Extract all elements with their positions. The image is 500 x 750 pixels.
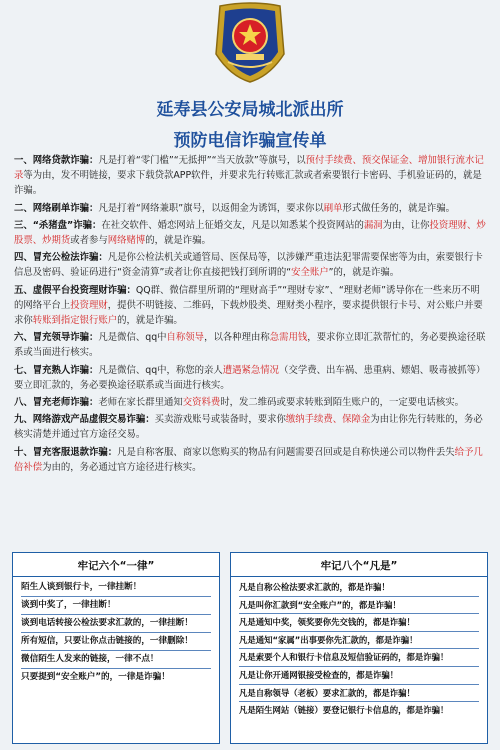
fraud-item xyxy=(14,412,488,442)
six-rules-title: 牢记六个“一律” xyxy=(13,553,219,577)
item-text: 为由的，务必通过官方途径进行核实。 xyxy=(42,461,202,473)
eight-rules-title: 牢记八个“凡是” xyxy=(231,553,487,577)
item-text: 凡是你公检法机关或通管局、医保局等，以涉嫌严重违法犯罪需要保密等为由，索要银行卡信息及密码、验证码进行“资金清算”或者让你直接把钱打到所谓的“ xyxy=(14,252,483,279)
rule-item: 凡是自称公检法要求汇款的，都是诈骗！ xyxy=(239,579,479,597)
fraud-item-heading: 六、冒充领导诈骗： xyxy=(14,332,99,344)
item-text: 形式做任务的，就是诈骗。 xyxy=(342,202,456,214)
fraud-item xyxy=(14,445,488,475)
fraud-item-heading: 二、网络刷单诈骗： xyxy=(14,202,99,214)
highlighted-text: 转账到指定银行账户 xyxy=(32,315,118,327)
fraud-item-heading: 十、冒充客服退款诈骗： xyxy=(14,446,118,458)
item-text: QQ群、微信群里所谓的“理财高手”“理财专家”、“理财老师”诱导你在一些来历不明的网络平台上 xyxy=(14,284,480,311)
highlighted-text: 缴纳手续费、保障金 xyxy=(285,414,371,426)
rule-item: 只要提到“安全账户”的，一律是诈骗！ xyxy=(21,672,170,682)
fraud-item xyxy=(14,330,488,360)
item-text: 凡是打着“零门槛”“无抵押”“当天放款”等旗号，以 xyxy=(98,155,306,166)
item-text: ，要求你立即汇款帮忙的，务必要换途径联系或当面进行核实。 xyxy=(14,332,486,359)
six-rules-list xyxy=(13,577,219,688)
item-text: 时，发二维码或要求转账到陌生账户的，一定要电话核实。 xyxy=(220,397,465,409)
fraud-item-heading: 三、“杀猪盘”诈骗： xyxy=(14,219,102,231)
item-text: ”的，就是诈骗。 xyxy=(328,267,400,279)
highlighted-text: 给予几倍补偿 xyxy=(14,446,483,473)
item-text: 凡是打着“网络兼职”旗号，以返佣金为诱饵，要求你以 xyxy=(98,202,324,214)
fraud-item-heading: 七、冒充熟人诈骗： xyxy=(14,364,99,376)
rule-item: 凡是索要个人和银行卡信息及短信验证码的，都是诈骗！ xyxy=(239,649,479,667)
fraud-item xyxy=(14,250,488,280)
item-text: 在社交软件、婚恋网站上征婚交友，凡是以知悉某个投资网站的 xyxy=(101,219,364,231)
item-text: ，提供不明链接、二维码，下载炒股类、理财类小程序，要求提供银行卡号、对公账户并要求你 xyxy=(14,299,483,327)
six-rules-box xyxy=(12,552,220,744)
highlighted-text: 漏洞 xyxy=(363,219,383,231)
fraud-item-heading: 八、冒充老师诈骗： xyxy=(14,397,99,409)
item-text: 凡是自称客服、商家以您购买的物品有问题需要召回或是自称快递公司以物件丢失 xyxy=(117,446,455,458)
rule-item: 谈到中奖了，一律挂断！ xyxy=(21,597,211,615)
rule-item: 凡是陌生网站（链接）要登记银行卡信息的，都是诈骗！ xyxy=(239,705,449,716)
flyer-subtitle: 预防电信诈骗宣传单 xyxy=(173,131,327,151)
rule-item: 所有短信，只要让你点击链接的，一律删除！ xyxy=(21,633,211,651)
fraud-item xyxy=(14,395,488,410)
item-text: ，以各种理由称 xyxy=(204,332,270,344)
rule-item: 谈到电话转接公检法要求汇款的，一律挂断！ xyxy=(21,615,211,633)
item-text: （交学费、出车祸、患重病、嫖娼、吸毒被抓等）要立即汇款的，务必要换途径联系或当面进行核实。 xyxy=(14,364,486,391)
station-title: 延寿县公安局城北派出所 xyxy=(156,100,344,120)
rule-item: 凡是通知“家属”出事要你先汇款的，都是诈骗！ xyxy=(239,632,479,650)
rule-item: 凡是叫你汇款到“安全账户”的，都是诈骗！ xyxy=(239,597,479,615)
highlighted-text: 刷单 xyxy=(323,202,343,214)
highlighted-text: 自称领导 xyxy=(166,332,205,344)
fraud-item-heading: 四、冒充公检法诈骗： xyxy=(14,252,108,264)
item-text: 或者参与 xyxy=(70,235,108,247)
highlighted-text: 遭遇紧急情况 xyxy=(222,364,280,376)
fraud-item xyxy=(14,363,488,393)
item-text: 老师在家长群里通知 xyxy=(98,397,183,409)
item-text: 为由，让你 xyxy=(382,219,430,231)
item-text: 等为由，发不明链接，要求下载贷款APP软件，并要求先行转账汇款或者索要银行卡密码、手机验证码的，就是诈骗。 xyxy=(14,170,482,197)
item-text: 为由让你先行转账的，务必核实清楚并通过官方途径交易。 xyxy=(14,414,483,441)
fraud-item xyxy=(14,283,488,329)
fraud-item xyxy=(14,201,488,216)
rule-item: 微信陌生人发来的链接，一律不点！ xyxy=(21,651,211,669)
highlighted-text: 交资料费 xyxy=(182,397,221,409)
highlighted-text: 急需用钱 xyxy=(269,332,308,344)
reminder-boxes xyxy=(12,552,488,744)
rule-item: 凡是通知中奖，领奖要你先交钱的，都是诈骗！ xyxy=(239,614,479,632)
highlighted-text: 网络赌博 xyxy=(107,235,146,247)
item-text: 的，就是诈骗。 xyxy=(117,315,183,327)
fraud-item-heading: 九、网络游戏产品虚假交易诈骗： xyxy=(14,414,155,426)
rule-item: 陌生人谈到银行卡，一律挂断！ xyxy=(21,579,211,597)
item-text: 凡是微信、qq中，称您的亲人 xyxy=(98,364,223,376)
fraud-item xyxy=(14,218,488,248)
item-text: 的，就是诈骗。 xyxy=(145,235,211,247)
fraud-item-heading: 一、网络贷款诈骗： xyxy=(14,155,99,166)
rule-item: 凡是自称领导（老板）要求汇款的，都是诈骗！ xyxy=(239,685,479,703)
item-text: 买卖游戏账号或装备时，要求你 xyxy=(154,414,286,426)
police-emblem-icon xyxy=(210,2,290,84)
eight-rules-list xyxy=(231,577,487,721)
item-text: 凡是微信、qq中 xyxy=(98,332,167,344)
highlighted-text: 投资理财 xyxy=(70,299,108,311)
rule-item: 凡是让你开通网银接受检查的，都是诈骗！ xyxy=(239,667,479,685)
highlighted-text: 安全账户 xyxy=(291,267,329,279)
fraud-item-heading: 五、虚假平台投资理财诈骗： xyxy=(14,284,136,296)
highlighted-text: 预付手续费、预交保证金、增加银行流水记录 xyxy=(14,155,484,182)
fraud-item xyxy=(14,153,488,199)
eight-rules-box xyxy=(230,552,488,744)
fraud-type-list xyxy=(14,153,488,477)
highlighted-text: 投资理财、炒股票、炒期货 xyxy=(14,219,486,247)
